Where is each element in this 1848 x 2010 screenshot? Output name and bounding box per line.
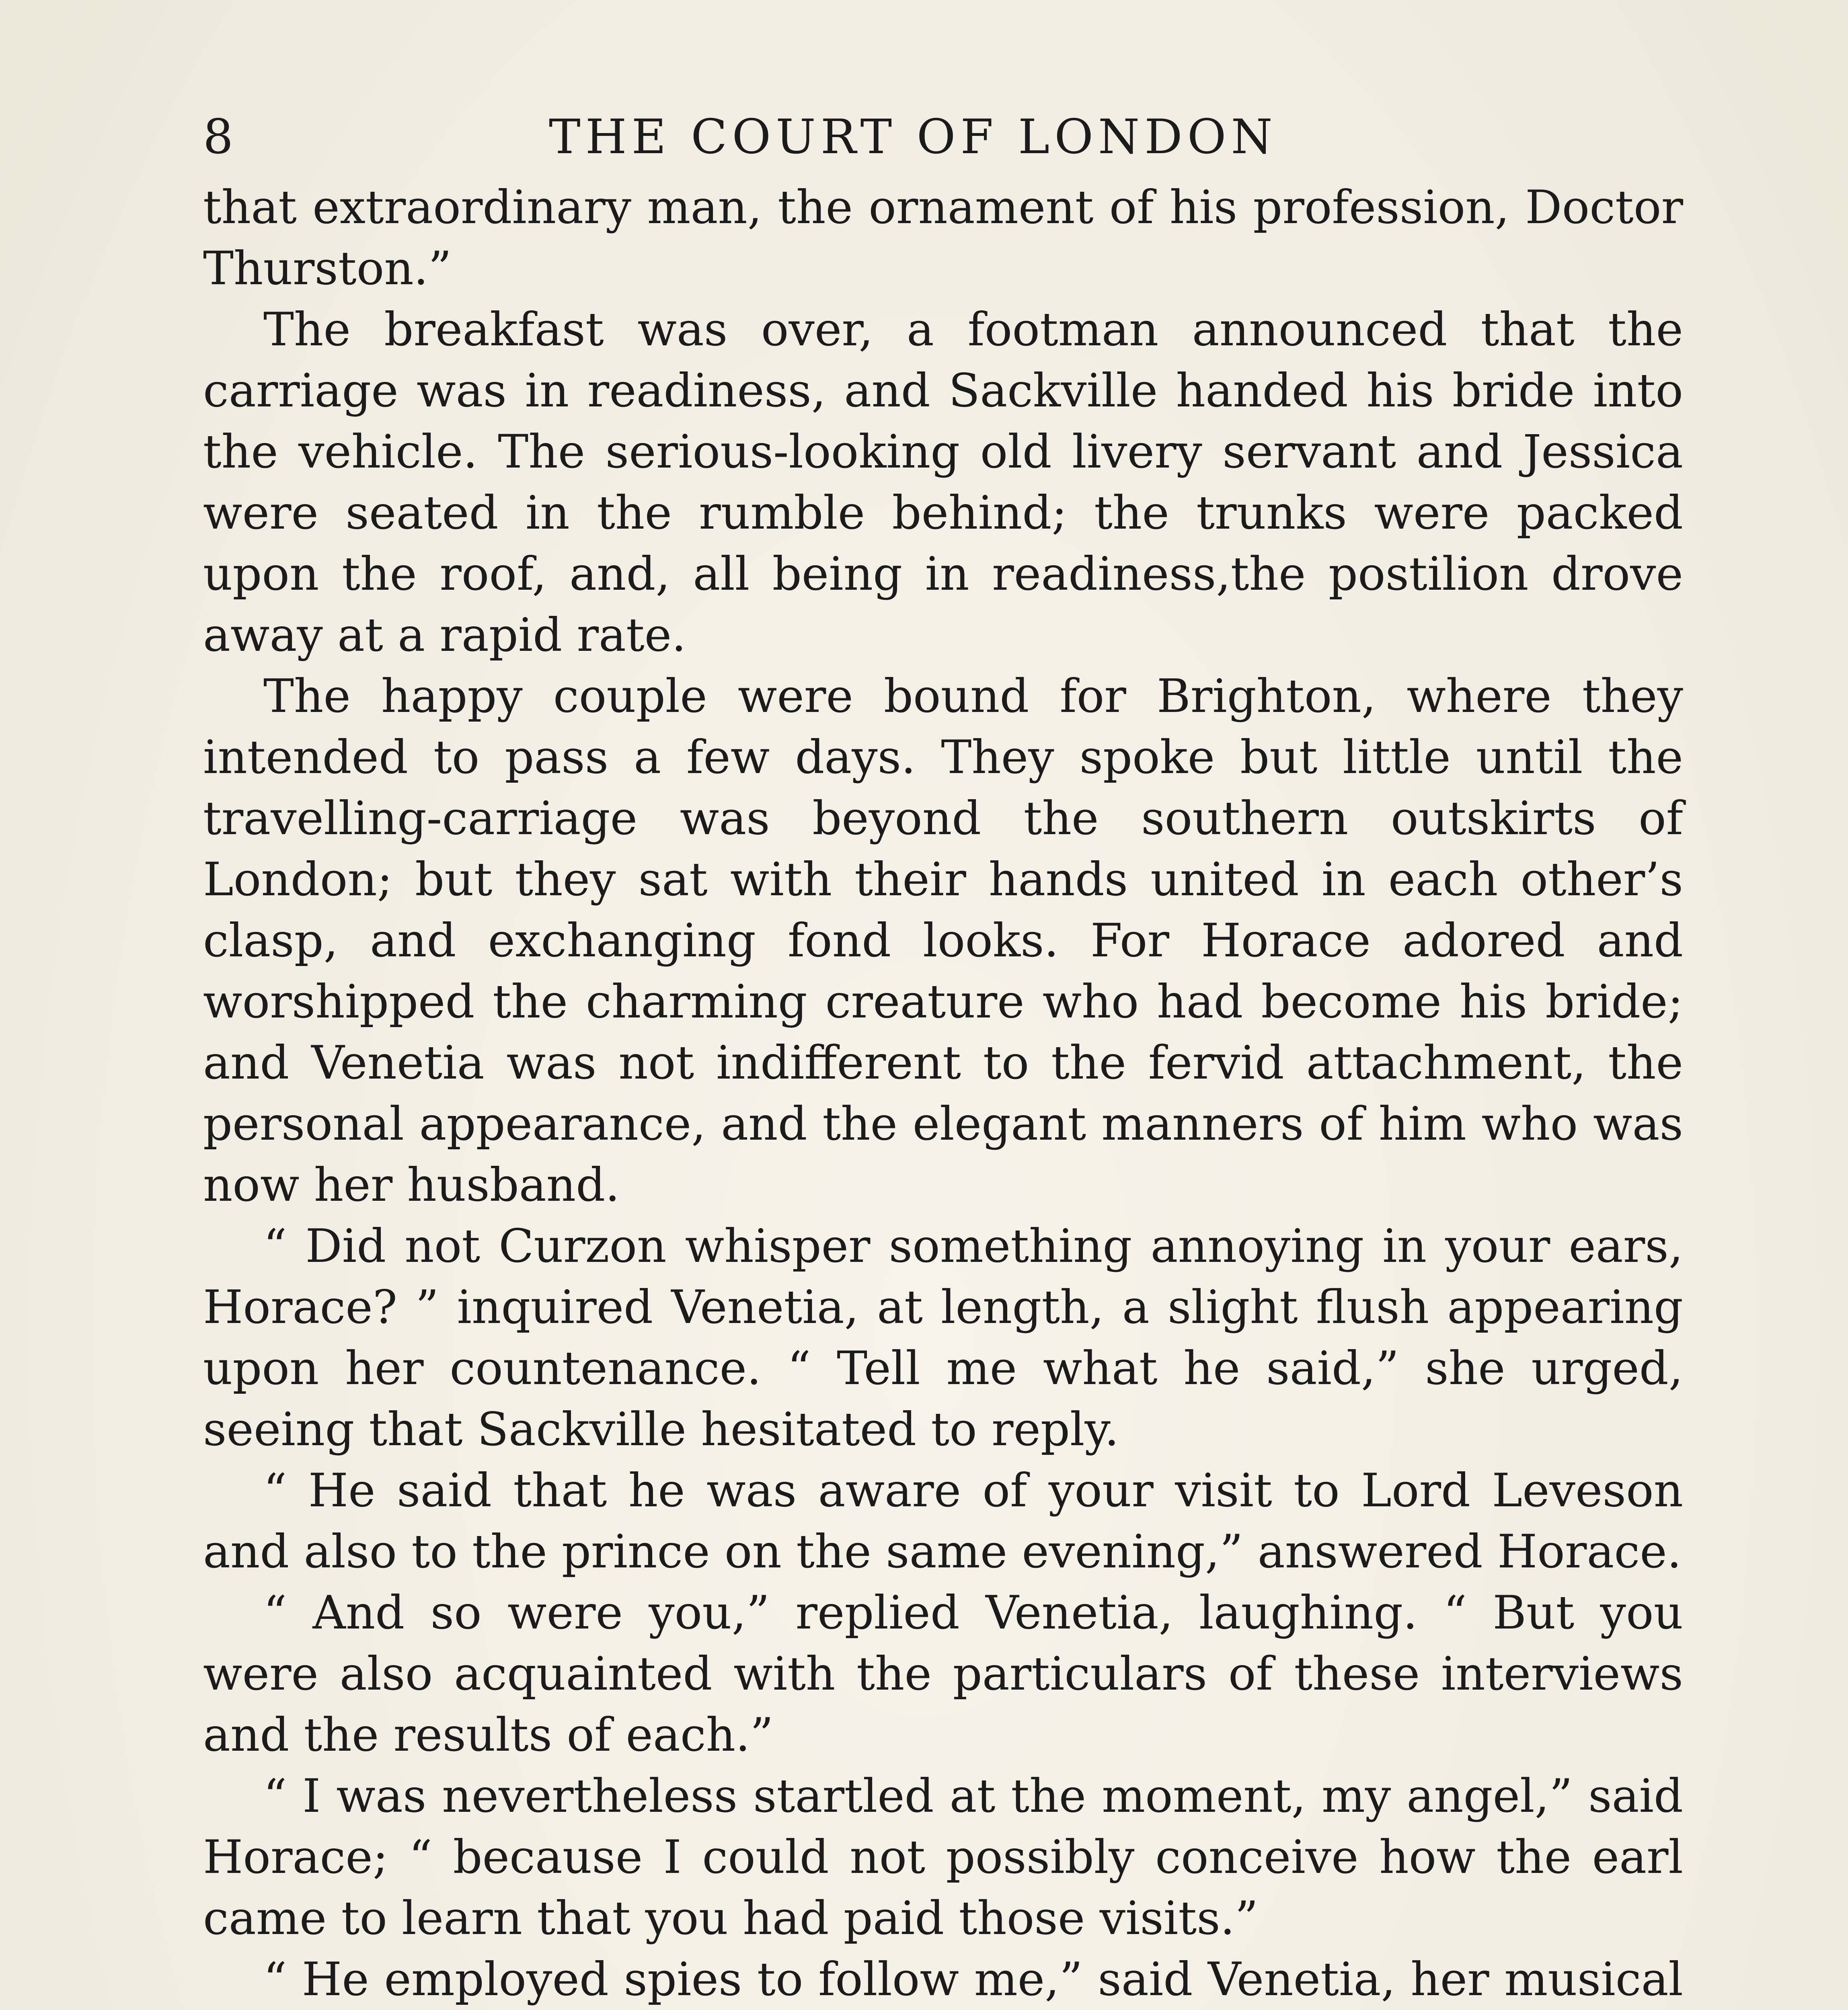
body-text xyxy=(203,177,1683,2010)
running-head xyxy=(203,100,1683,173)
page-number: 8 xyxy=(203,109,238,164)
paragraph: “ He said that he was aware of your visit to Lord Leveson and also to the prince on the same evening,” answered Horace. xyxy=(203,1464,1683,1578)
running-title: THE COURT OF LONDON xyxy=(549,109,1277,164)
paragraph: “ I was nevertheless startled at the moment, my angel,” said Horace; “ because I could not possibly conceive how the earl came to learn that you had paid those visits.” xyxy=(203,1769,1683,1945)
paragraph: The breakfast was over, a footman announced that the carriage was in readiness, and Sackville handed his bride into the vehicle. The serious-looking old livery servant and Jessica were seated in the rumble behind; the trunks were packed upon the roof, and, all being in readiness,the postilion drove away at a rapid rate. xyxy=(203,303,1683,662)
paragraph: that extraordinary man, the ornament of his profession, Doctor Thurston.” xyxy=(203,180,1683,295)
paragraph: “ Did not Curzon whisper something annoying in your ears, Horace? ” inquired Venetia, at length, a slight flush appearing upon her countenance. “ Tell me what he said,” she urged, seeing that Sackville hesitated to reply. xyxy=(203,1219,1683,1456)
paragraph: “ He employed spies to follow me,” said Venetia, her musical xyxy=(263,1953,1683,2006)
paragraph: “ And so were you,” replied Venetia, laughing. “ But you were also acquainted with the particulars of these interviews and the results of each.” xyxy=(203,1586,1683,1762)
paragraph: The happy couple were bound for Brighton, where they intended to pass a few days. They spoke but little until the travelling-carriage was beyond the southern outskirts of London; but they sat with their hands united in each other’s clasp, and exchanging fond looks. For Horace adored and worshipped the charming creature who had become his bride; and Venetia was not indifferent to the fervid attachment, the personal appearance, and the elegant manners of him who was now her husband. xyxy=(203,669,1683,1212)
